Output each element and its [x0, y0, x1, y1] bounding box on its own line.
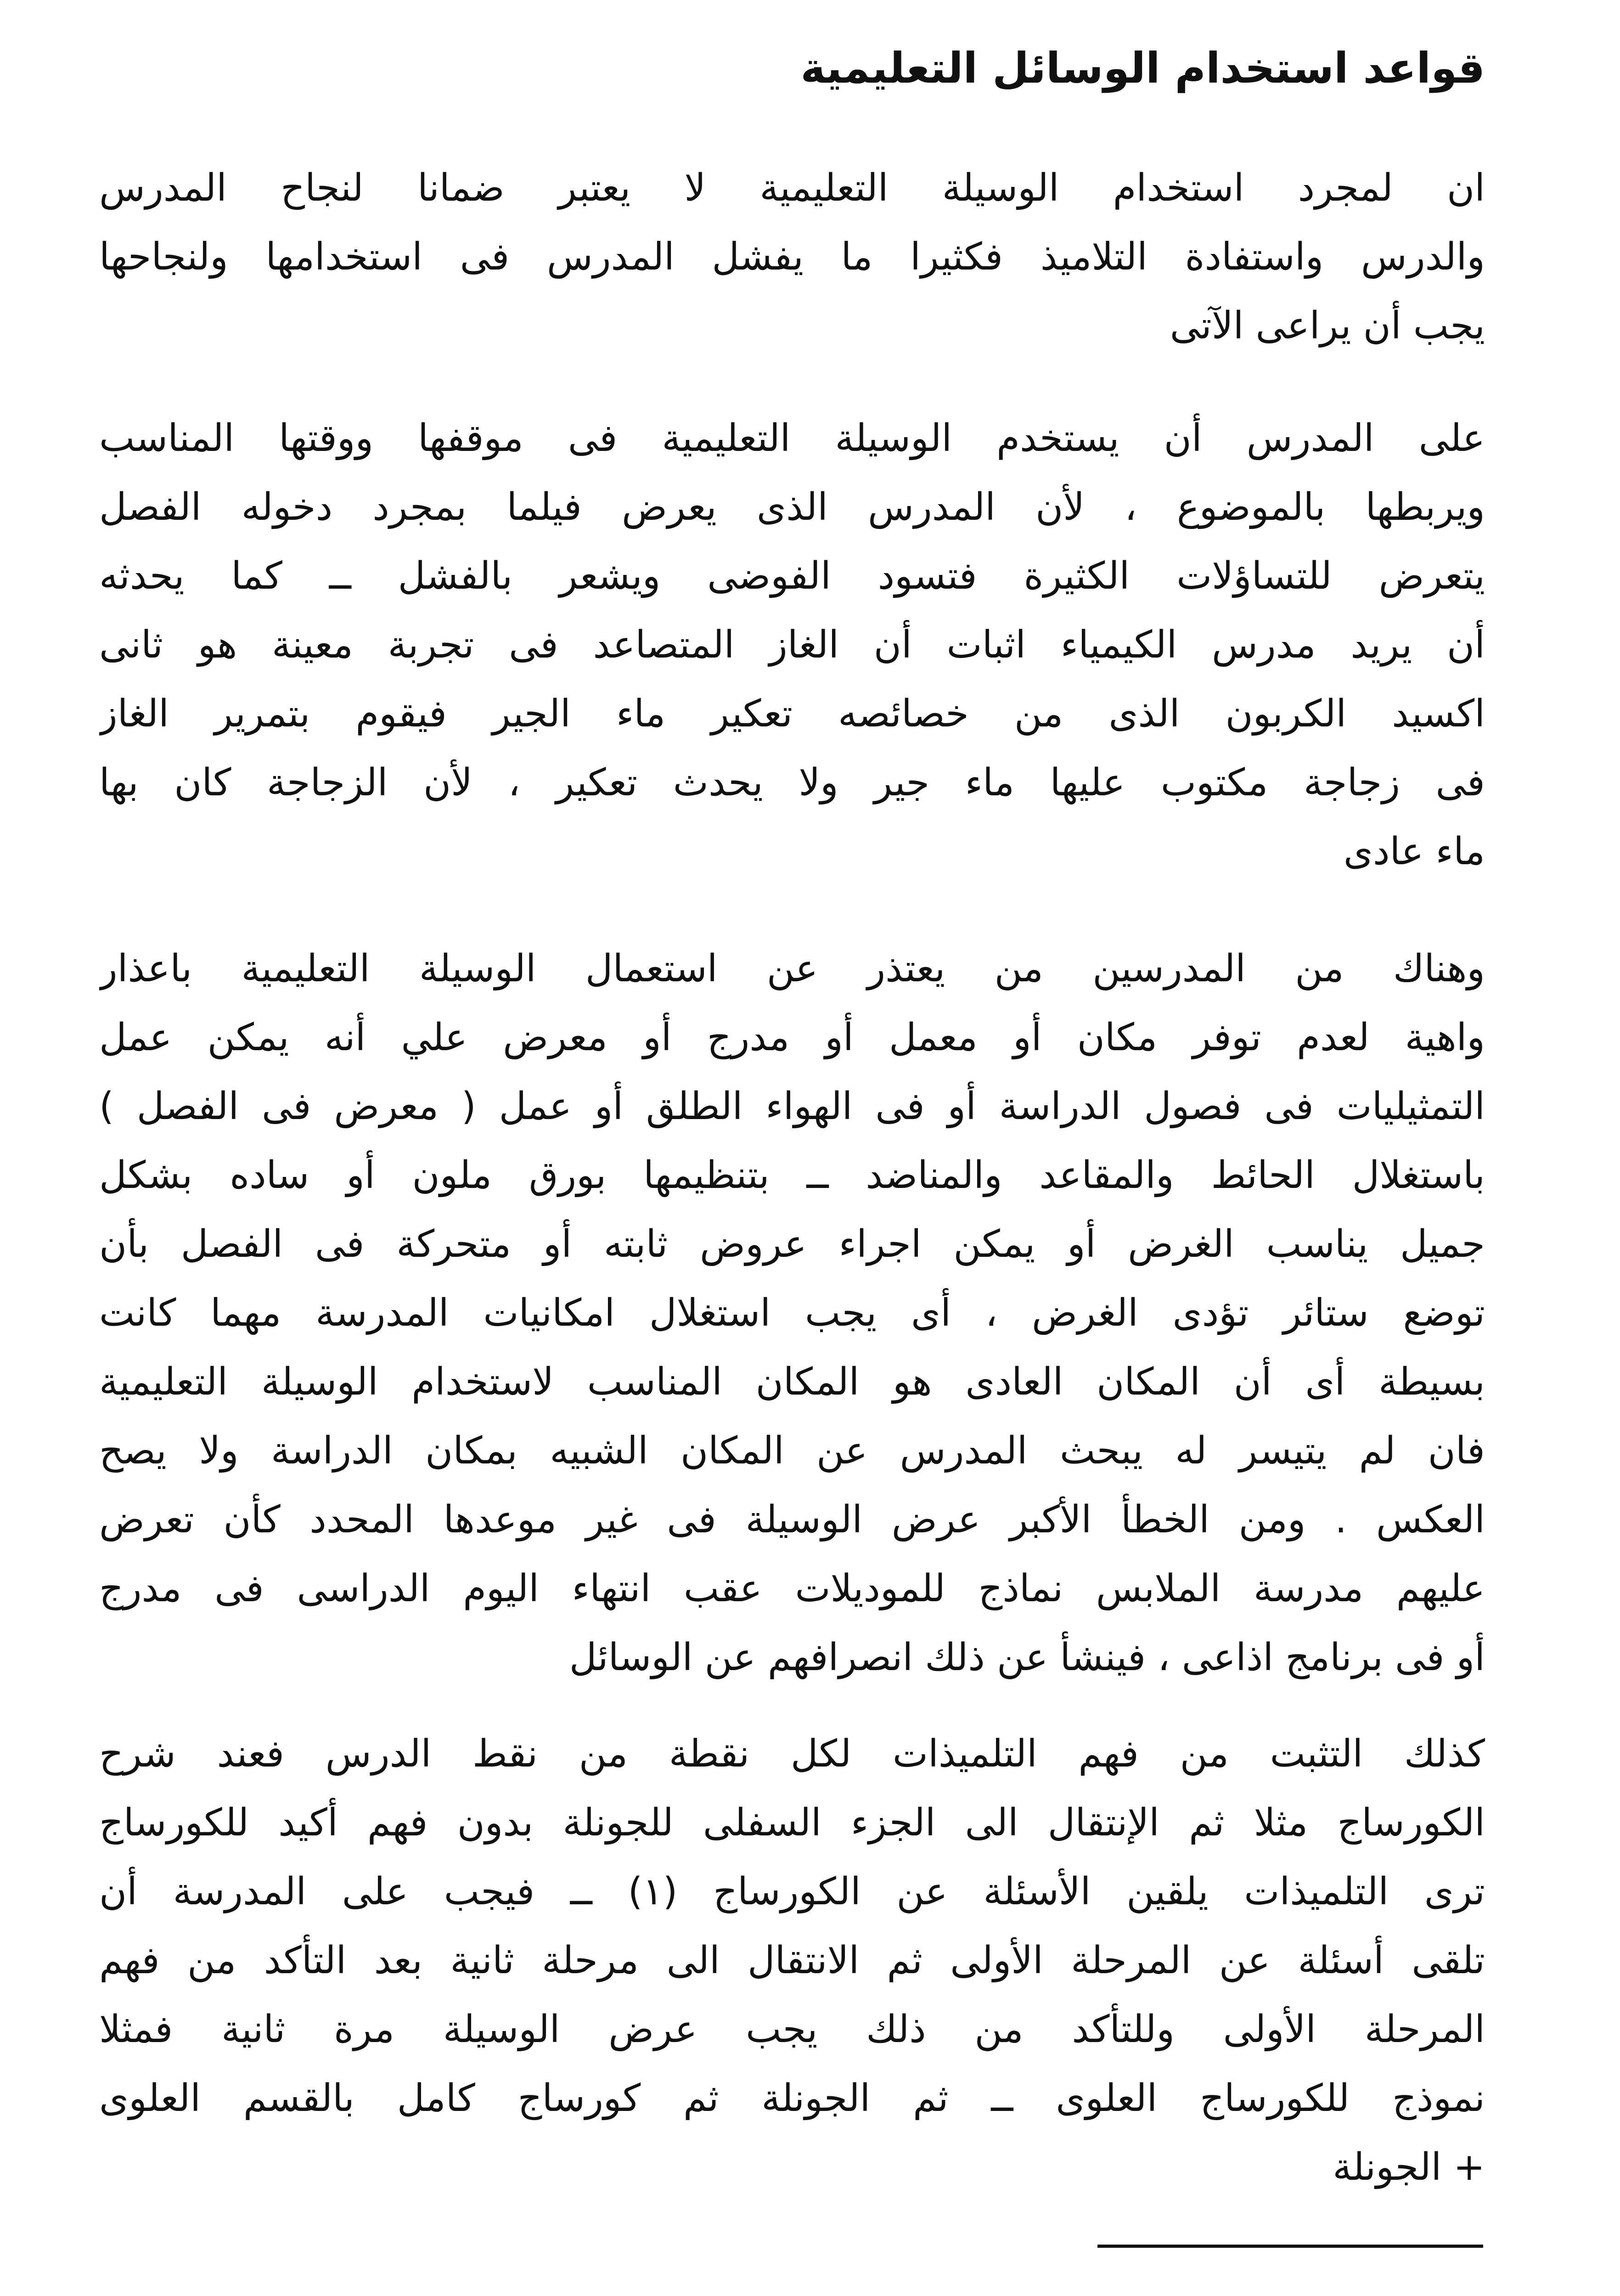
text-line: ماء عادى — [1343, 830, 1485, 873]
text-line: فان لم يتيسر له يبحث المدرس عن المكان الشبيه بمكان الدراسة ولا يصح — [99, 1429, 1485, 1473]
paragraph-1 — [99, 154, 1485, 360]
text-line: تلقى أسئلة عن المرحلة الأولى ثم الانتقال الى مرحلة ثانية بعد التأكد من فهم — [99, 1939, 1485, 1982]
text-line: اكسيد الكربون الذى من خصائصه تعكير ماء الجير فيقوم بتمرير الغاز — [99, 692, 1485, 736]
text-line: على المدرس أن يستخدم الوسيلة التعليمية فى موقفها ووقتها المناسب — [99, 416, 1485, 460]
text-line: نموذج للكورساج العلوى ــ ثم الجونلة ثم كورساج كامل بالقسم العلوى — [99, 2077, 1485, 2120]
footnote-divider — [1097, 2245, 1483, 2248]
text-line: بسيطة أى أن المكان العادى هو المكان المناسب لاستخدام الوسيلة التعليمية — [99, 1360, 1485, 1404]
text-line: جميل يناسب الغرض أو يمكن اجراء عروض ثابته أو متحركة فى الفصل بأن — [99, 1222, 1485, 1266]
text-line: توضع ستائر تؤدى الغرض ، أى يجب استغلال امكانيات المدرسة مهما كانت — [99, 1291, 1485, 1335]
page-title: قواعد استخدام الوسائل التعليمية — [800, 44, 1485, 93]
text-line: أو فى برنامج اذاعى ، فينشأ عن ذلك انصرافهم عن الوسائل — [569, 1636, 1485, 1679]
text-line: يجب أن يراعى الآتى — [1170, 304, 1485, 348]
text-line: أن يريد مدرس الكيمياء اثبات أن الغاز المتصاعد فى تجربة معينة هو ثانى — [99, 623, 1485, 667]
text-line: المرحلة الأولى وللتأكد من ذلك يجب عرض الوسيلة مرة ثانية فمثلا — [99, 2008, 1485, 2051]
text-line: ويربطها بالموضوع ، لأن المدرس الذى يعرض فيلما بمجرد دخوله الفصل — [99, 485, 1485, 529]
text-line: + الجونلة — [1333, 2145, 1485, 2189]
paragraph-2 — [99, 404, 1485, 886]
text-line: الكورساج مثلا ثم الإنتقال الى الجزء السفلى للجونلة بدون فهم أكيد للكورساج — [99, 1801, 1485, 1845]
text-line: كذلك التثبت من فهم التلميذات لكل نقطة من نقط الدرس فعند شرح — [99, 1732, 1485, 1776]
text-line: فى زجاجة مكتوب عليها ماء جير ولا يحدث تعكير ، لأن الزجاجة كان بها — [99, 761, 1485, 805]
text-line: واهية لعدم توفر مكان أو معمل أو مدرج أو معرض علي أنه يمكن عمل — [99, 1016, 1485, 1059]
text-line: عليهم مدرسة الملابس نماذج للموديلات عقب انتهاء اليوم الدراسى فى مدرج — [99, 1567, 1485, 1610]
text-line: باستغلال الحائط والمقاعد والمناضد ــ بتنظيمها بورق ملون أو ساده بشكل — [99, 1154, 1485, 1197]
paragraph-3 — [99, 934, 1485, 1692]
text-line: وهناك من المدرسين من يعتذر عن استعمال الوسيلة التعليمية باعذار — [99, 947, 1485, 990]
text-line: العكس . ومن الخطأ الأكبر عرض الوسيلة فى غير موعدها المحدد كأن تعرض — [99, 1498, 1485, 1542]
text-line: يتعرض للتساؤلات الكثيرة فتسود الفوضى ويشعر بالفشل ــ كما يحدثه — [99, 554, 1485, 598]
text-line: ان لمجرد استخدام الوسيلة التعليمية لا يعتبر ضمانا لنجاح المدرس — [99, 166, 1485, 210]
text-line: والدرس واستفادة التلاميذ فكثيرا ما يفشل المدرس فى استخدامها ولنجاحها — [99, 235, 1485, 279]
text-line: ترى التلميذات يلقين الأسئلة عن الكورساج (١) ــ فيجب على المدرسة أن — [99, 1870, 1485, 1913]
paragraph-4 — [99, 1720, 1485, 2202]
text-line: التمثيليات فى فصول الدراسة أو فى الهواء الطلق أو عمل ( معرض فى الفصل ) — [99, 1085, 1485, 1128]
